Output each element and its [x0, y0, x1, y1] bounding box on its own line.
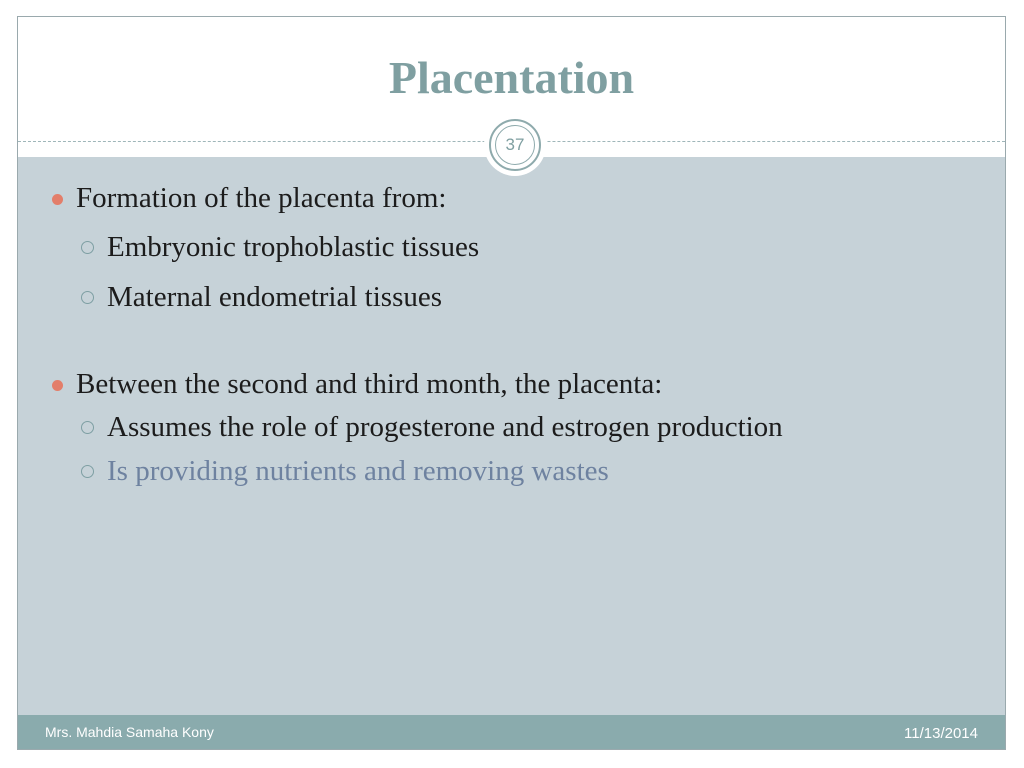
sub-bullet-text: Is providing nutrients and removing wastes — [107, 455, 609, 487]
content-area — [18, 157, 1005, 715]
sub-bullet-text: Embryonic trophoblastic tissues — [107, 231, 480, 263]
sub-bullet-text: Maternal endometrial tissues — [107, 281, 443, 313]
sub-bullet-item — [107, 231, 479, 264]
bullet-item — [76, 182, 446, 215]
page-number: 37 — [495, 125, 535, 165]
sub-bullet-item — [107, 411, 783, 444]
bullet-text: Formation of the placenta from: — [76, 182, 447, 214]
bullet-ring-icon — [81, 421, 94, 434]
slide-title: Placentation — [388, 52, 635, 103]
page-number-ring — [489, 119, 541, 171]
sub-bullet-item — [107, 281, 442, 314]
bullet-ring-icon — [81, 241, 94, 254]
footer-bar — [18, 715, 1005, 750]
slide — [17, 16, 1006, 750]
sub-bullet-text: Assumes the role of progesterone and estrogen production — [107, 411, 783, 443]
footer-date: 11/13/2014 — [904, 725, 978, 742]
bullet-dot-icon — [52, 380, 63, 391]
bullet-ring-icon — [81, 291, 94, 304]
sub-bullet-item — [107, 455, 609, 488]
footer-author: Mrs. Mahdia Samaha Kony — [45, 724, 214, 740]
bullet-text: Between the second and third month, the placenta: — [76, 368, 663, 400]
bullet-ring-icon — [81, 465, 94, 478]
bullet-dot-icon — [52, 194, 63, 205]
bullet-item — [76, 368, 662, 401]
page-number-badge — [484, 114, 546, 176]
